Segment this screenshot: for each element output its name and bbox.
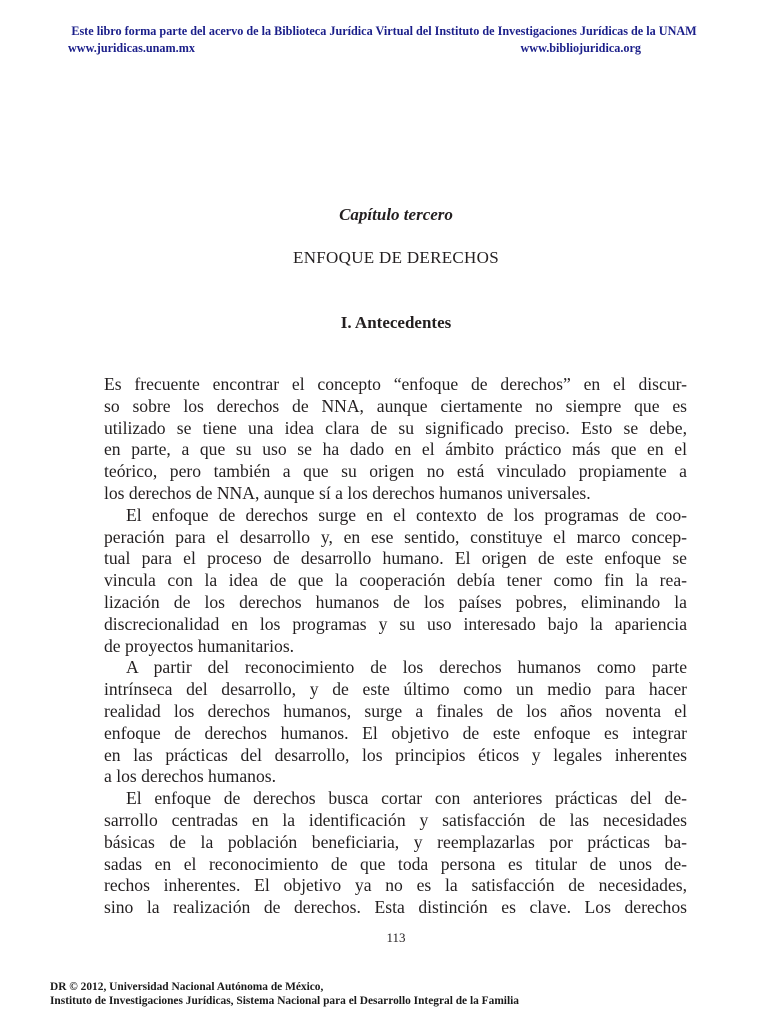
- body-line: realidad los derechos humanos, surge a finales de los años noventa el: [104, 700, 687, 721]
- body-line: vincula con la idea de que la cooperación debía tener como fin la rea-: [104, 570, 687, 591]
- chapter-heading: Capítulo tercero: [339, 205, 453, 224]
- body-line: El enfoque de derechos surge en el contexto de los programas de coo-: [126, 504, 687, 525]
- body-line: intrínseca del desarrollo, y de este último como un medio para hacer: [104, 679, 687, 700]
- body-line: sadas en el reconocimiento de que toda persona es titular de unos de-: [104, 853, 687, 874]
- body-line: utilizado se tiene una idea clara de su significado preciso. Esto se debe,: [104, 417, 687, 438]
- body-line: A partir del reconocimiento de los derechos humanos como parte: [126, 657, 687, 678]
- section-heading: I. Antecedentes: [340, 313, 452, 332]
- link-juridicas[interactable]: www.juridicas.unam.mx: [68, 41, 195, 55]
- library-notice: Este libro forma parte del acervo de la Biblioteca Jurídica Virtual del Instituto de Investigaciones Jurídicas de la UNAM: [71, 24, 697, 38]
- body-line: los derechos de NNA, aunque sí a los derechos humanos universales.: [104, 482, 591, 503]
- body-line: discrecionalidad en los programas y su uso interesado bajo la apariencia: [104, 613, 687, 634]
- chapter-title: ENFOQUE DE DERECHOS: [293, 248, 499, 267]
- body-line: en las prácticas del desarrollo, los principios éticos y legales inherentes: [104, 744, 687, 765]
- body-line: tual para el proceso de desarrollo humano. El origen de este enfoque se: [104, 548, 687, 569]
- link-bibliojuridica[interactable]: www.bibliojuridica.org: [520, 41, 641, 55]
- body-line: peración para el desarrollo y, en ese sentido, constituye el marco concep-: [104, 526, 687, 547]
- body-line: sarrollo centradas en la identificación y satisfacción de las necesidades: [104, 809, 687, 830]
- body-line: lización de los derechos humanos de los países pobres, eliminando la: [104, 591, 687, 612]
- body-line: Es frecuente encontrar el concepto “enfoque de derechos” en el discur-: [104, 374, 687, 394]
- footer-copyright: DR © 2012, Universidad Nacional Autónoma de México,: [50, 981, 324, 993]
- body-line: so sobre los derechos de NNA, aunque ciertamente no siempre que es: [104, 395, 687, 416]
- body-line: en parte, a que su uso se ha dado en el ámbito práctico más que en el: [104, 439, 687, 460]
- body-line: teórico, pero también a que su origen no está vinculado propiamente a: [104, 461, 687, 482]
- body-line: a los derechos humanos.: [104, 766, 276, 787]
- body-line: enfoque de derechos humanos. El objetivo de este enfoque es integrar: [104, 722, 687, 743]
- body-line: de proyectos humanitarios.: [104, 635, 295, 656]
- page-number: 113: [386, 930, 406, 945]
- body-line: básicas de la población beneficiaria, y reemplazarlas por prácticas ba-: [104, 831, 687, 852]
- footer-institutions: Instituto de Investigaciones Jurídicas, Sistema Nacional para el Desarrollo Integral de la Familia: [50, 995, 520, 1007]
- body-line: El enfoque de derechos busca cortar con anteriores prácticas del de-: [126, 788, 687, 809]
- body-line: sino la realización de derechos. Esta distinción es clave. Los derechos: [104, 897, 687, 918]
- body-line: rechos inherentes. El objetivo ya no es la satisfacción de necesidades,: [104, 875, 687, 896]
- body-text: [104, 374, 687, 919]
